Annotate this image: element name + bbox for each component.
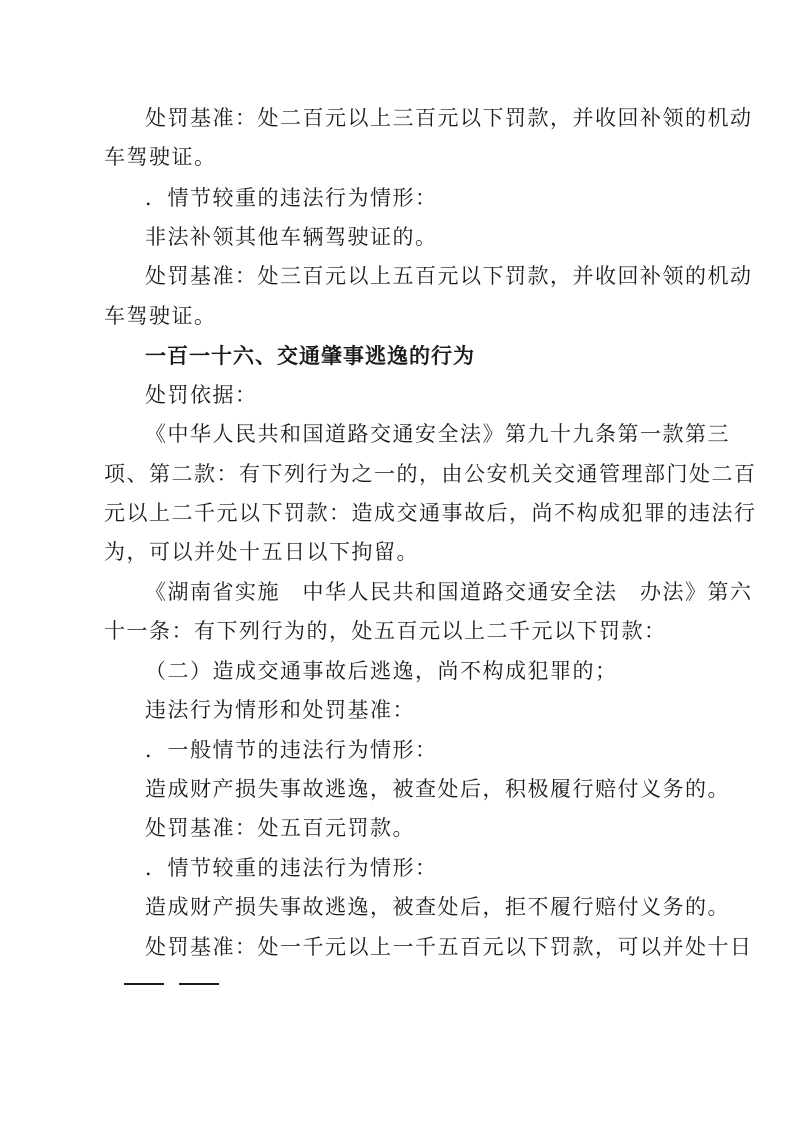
- list-item-heading: ．一般情节的违法行为情形：: [145, 738, 438, 762]
- paragraph-line: 处罚基准：处一千元以上一千五百元以下罚款，可以并处十日: [145, 935, 753, 959]
- paragraph-line: 违法行为情形和处罚基准：: [145, 698, 415, 722]
- paragraph-line: 十一条：有下列行为的，处五百元以上二千元以下罚款：: [104, 619, 667, 643]
- list-item-heading: ．情节较重的违法行为情形：: [145, 856, 438, 880]
- paragraph-line: 处罚依据：: [145, 383, 258, 407]
- paragraph-line: 《中华人民共和国道路交通安全法》第九十九条第一款第三: [145, 422, 730, 446]
- paragraph-line: 《湖南省实施 中华人民共和国道路交通安全法 办法》第六: [145, 580, 753, 604]
- paragraph-line: 非法补领其他车辆驾驶证的。: [145, 225, 438, 249]
- paragraph-line: 造成财产损失事故逃逸，被查处后，拒不履行赔付义务的。: [145, 895, 730, 919]
- list-item-heading: ．情节较重的违法行为情形：: [145, 186, 438, 210]
- page-footer-dash-right: [179, 983, 219, 985]
- paragraph-line: 车驾驶证。: [104, 304, 217, 328]
- paragraph-line: 处罚基准：处五百元罚款。: [145, 816, 415, 840]
- paragraph-line: 元以上二千元以下罚款：造成交通事故后，尚不构成犯罪的违法行: [104, 501, 757, 525]
- paragraph-line: （二）造成交通事故后逃逸，尚不构成犯罪的；: [145, 659, 618, 683]
- paragraph-line: 为，可以并处十五日以下拘留。: [104, 540, 419, 564]
- paragraph-line: 处罚基准：处二百元以上三百元以下罚款，并收回补领的机动: [145, 106, 753, 130]
- paragraph-line: 处罚基准：处三百元以上五百元以下罚款，并收回补领的机动: [145, 264, 753, 288]
- paragraph-line: 项、第二款：有下列行为之一的，由公安机关交通管理部门处二百: [104, 462, 757, 486]
- section-heading: 一百一十六、交通肇事逃逸的行为: [145, 344, 475, 368]
- page-footer-dash-left: [124, 983, 164, 985]
- paragraph-line: 造成财产损失事故逃逸，被查处后，积极履行赔付义务的。: [145, 777, 730, 801]
- paragraph-line: 车驾驶证。: [104, 145, 217, 169]
